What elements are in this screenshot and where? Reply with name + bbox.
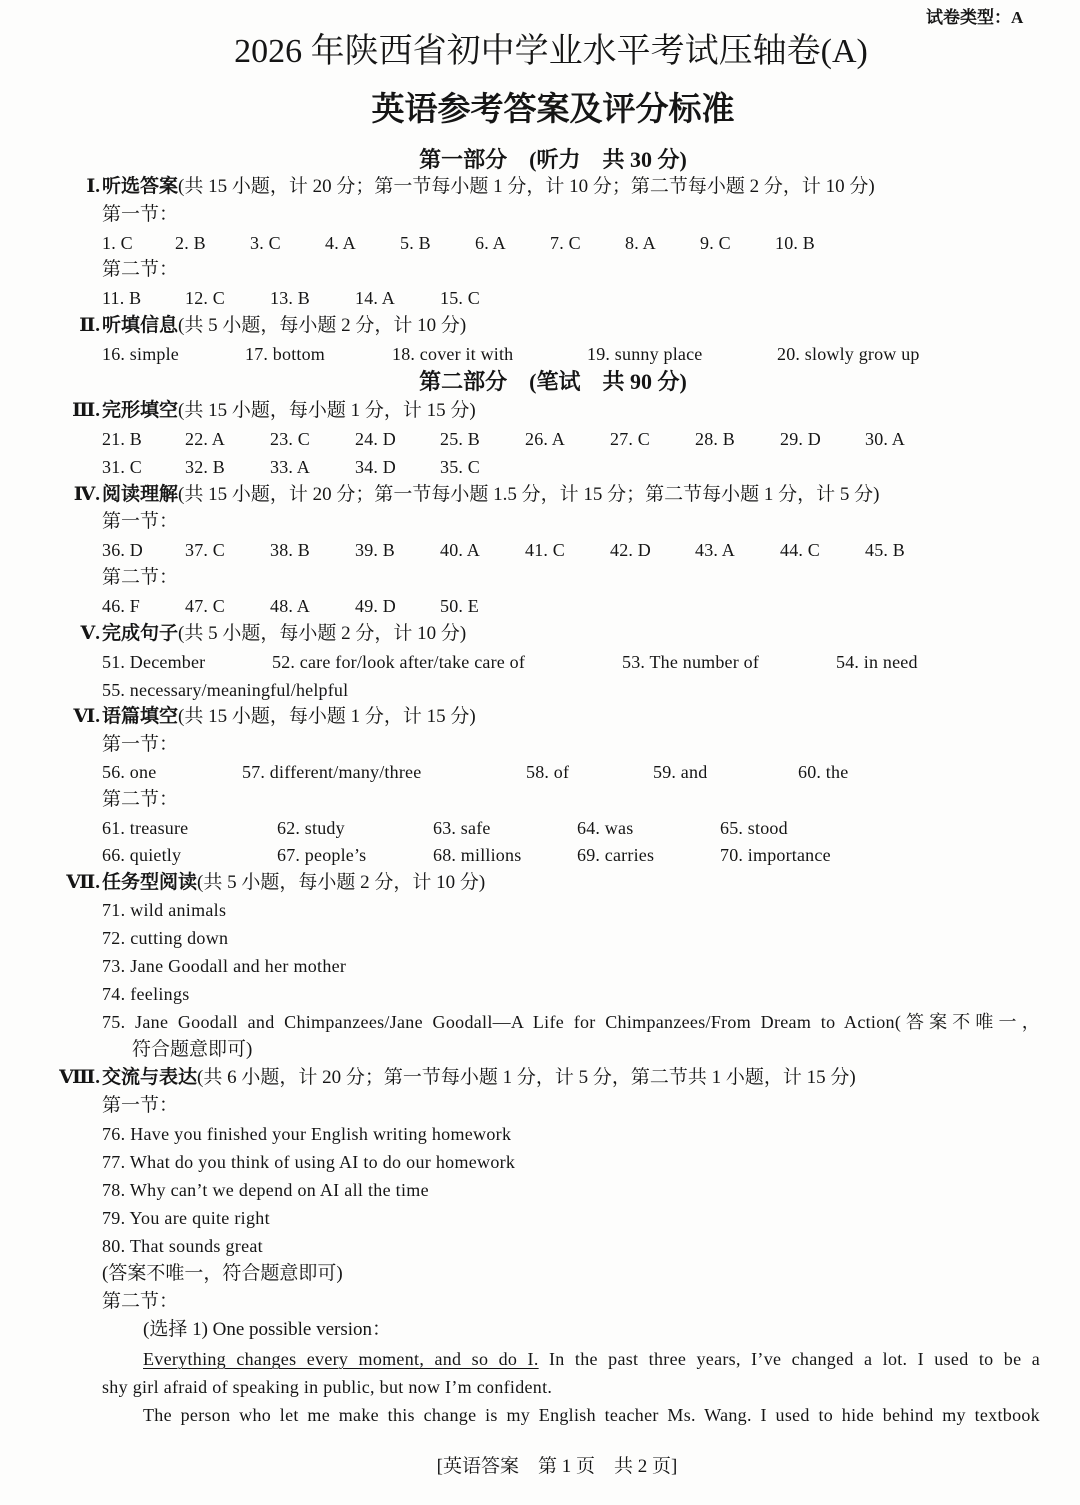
answer-item: 57. different/many/three [242,762,422,782]
section-heading-text [102,314,466,338]
answer-item: 30. A [865,429,906,449]
section-heading-text [102,483,879,507]
answer-item: 63. safe [433,818,491,838]
answer-item: 15. C [440,288,481,308]
answer-row [0,231,1080,255]
section-heading-text [102,705,476,729]
subsection-label: 第二节： [102,567,179,588]
section-number: Ⅳ. [73,484,100,505]
part-heading: 第一部分 (听力 共 30 分) [419,147,687,172]
answer-item: 72. cutting down [102,928,229,948]
section-title: 任务型阅读 [102,872,198,893]
answer-item: 44. C [780,540,821,560]
section-detail: (共 5 小题，每小题 2 分，计 10 分) [178,623,467,644]
section-heading [0,483,1080,507]
answer-item: 67. people’s [277,845,367,865]
section-heading-text [102,399,476,423]
essay-line [143,1347,1040,1371]
answer-item: 50. E [440,596,479,616]
answer-item: 18. cover it with [392,344,514,364]
answer-item: 12. C [185,288,226,308]
answer-item: 14. A [355,288,396,308]
answer-item: 80. That sounds great [102,1236,263,1256]
section-detail: (共 5 小题，每小题 2 分，计 10 分) [197,872,486,893]
answer-row [0,760,1080,784]
section-heading [0,871,1080,895]
answer-item: 29. D [780,429,821,449]
answer-item: 9. C [700,233,731,253]
answer-item: 55. necessary/meaningful/helpful [102,680,349,700]
answer-row [0,678,1080,702]
answer-item: 48. A [270,596,311,616]
answer-row [0,843,1080,867]
answer-item: 46. F [102,596,141,616]
answer-row [0,816,1080,840]
answer-item: 42. D [610,540,651,560]
answer-item: 65. stood [720,818,788,838]
answer-item: 53. The number of [622,652,760,672]
answer-item: 66. quietly [102,845,182,865]
essay-option-label: (选择 1) One possible version： [143,1319,392,1340]
answer-item: 21. B [102,429,143,449]
essay-text: In the past three years, I’ve changed a lot. I used to be a [538,1349,1040,1369]
answer-item: 41. C [525,540,566,560]
section-heading [0,314,1080,338]
answer-item: 2. B [175,233,206,253]
answer-item: 58. of [526,762,570,782]
section-heading [0,399,1080,423]
answer-item: 39. B [355,540,396,560]
answer-item: 75. Jane Goodall and Chimpanzees/Jane Goodall—A Life for Chimpanzees/From Dream to Action(答案不唯一， [102,1012,1040,1032]
answer-item: 64. was [577,818,634,838]
section-heading [0,175,1080,199]
section-heading-text [102,871,485,895]
answer-item: 10. B [775,233,816,253]
answer-row [0,427,1080,451]
section-detail: (共 6 小题，计 20 分；第一节每小题 1 分，计 5 分，第二节共 1 小题，计 15 分) [197,1067,856,1088]
answer-item: 76. Have you finished your English writing homework [102,1124,512,1144]
section-title: 完形填空 [102,400,179,421]
answer-item: 61. treasure [102,818,189,838]
subsection-label: 第一节： [102,511,179,532]
answer-row [0,538,1080,562]
answer-note: (答案不唯一，符合题意即可) [102,1263,343,1284]
answer-item: 40. A [440,540,481,560]
answer-item: 77. What do you think of using AI to do our homework [102,1152,516,1172]
answer-item: 71. wild animals [102,900,227,920]
answer-item: 20. slowly grow up [777,344,920,364]
answer-item: 7. C [550,233,581,253]
answer-item: 43. A [695,540,736,560]
section-heading [0,622,1080,646]
answer-item: 22. A [185,429,226,449]
section-number: Ⅵ. [73,706,100,727]
page-footer: [英语答案 第 1 页 共 2 页] [436,1456,678,1477]
answer-item: 25. B [440,429,481,449]
document-subtitle: 英语参考答案及评分标准 [371,92,735,128]
section-detail: (共 15 小题，每小题 1 分，计 15 分) [178,400,476,421]
answer-item: 33. A [270,457,311,477]
section-title: 交流与表达 [102,1067,198,1088]
answer-item: 28. B [695,429,736,449]
paper-type: 试卷类型：A [926,8,1024,27]
document-title: 2026 年陕西省初中学业水平考试压轴卷(A) [234,33,868,70]
answer-item: 6. A [475,233,506,253]
section-detail: (共 15 小题，计 20 分；第一节每小题 1.5 分，计 15 分；第二节每小题 1 分，计 5 分) [178,484,880,505]
essay-line: The person who let me make this change is my English teacher Ms. Wang. I used to hide behind my textbook [143,1405,1040,1425]
answer-item: 45. B [865,540,906,560]
answer-item: 17. bottom [245,344,326,364]
subsection-label: 第二节： [102,259,179,280]
section-heading-text [102,1066,856,1090]
subsection-label: 第一节： [102,734,179,755]
answer-item: 59. and [653,762,708,782]
answer-item: 5. B [400,233,431,253]
answer-item: 32. B [185,457,226,477]
section-title: 听填信息 [102,315,179,336]
answer-row [0,286,1080,310]
section-number: Ⅴ. [80,623,100,644]
answer-item: 62. study [277,818,345,838]
answer-item: 24. D [355,429,396,449]
answer-item: 54. in need [836,652,918,672]
section-title: 语篇填空 [102,706,179,727]
section-heading-text [102,622,466,646]
subsection-label: 第二节： [102,789,179,810]
answer-item: 34. D [355,457,396,477]
answer-row [0,455,1080,479]
answer-item: 36. D [102,540,143,560]
answer-item: 52. care for/look after/take care of [272,652,526,672]
section-detail: (共 5 小题，每小题 2 分，计 10 分) [178,315,467,336]
answer-item: 70. importance [720,845,831,865]
answer-item: 78. Why can’t we depend on AI all the time [102,1180,429,1200]
answer-item: 74. feelings [102,984,190,1004]
section-heading-text [102,175,875,199]
answer-item-continuation: 符合题意即可) [132,1039,253,1060]
answer-item: 49. D [355,596,396,616]
section-title: 听选答案 [102,176,179,197]
answer-item: 8. A [625,233,656,253]
section-number: Ⅷ. [59,1067,100,1088]
subsection-label: 第一节： [102,1095,179,1116]
answer-item: 13. B [270,288,311,308]
answer-item: 11. B [102,288,142,308]
section-number: Ⅶ. [66,872,100,893]
answer-item: 19. sunny place [587,344,703,364]
answer-item: 69. carries [577,845,655,865]
answer-item: 56. one [102,762,157,782]
section-detail: (共 15 小题，每小题 1 分，计 15 分) [178,706,476,727]
essay-line: shy girl afraid of speaking in public, but now I’m confident. [102,1377,553,1397]
answer-item: 3. C [250,233,281,253]
answer-item: 4. A [325,233,356,253]
section-number: Ⅰ. [86,176,100,197]
answer-item: 37. C [185,540,226,560]
answer-item: 27. C [610,429,651,449]
answer-item: 73. Jane Goodall and her mother [102,956,347,976]
answer-row [0,594,1080,618]
answer-item: 16. simple [102,344,179,364]
answer-row [0,342,1080,366]
section-number: Ⅱ. [79,315,100,336]
answer-item: 23. C [270,429,311,449]
answer-item: 1. C [102,233,133,253]
section-number: Ⅲ. [72,400,100,421]
answer-item: 38. B [270,540,311,560]
answer-item: 68. millions [433,845,522,865]
answer-item: 51. December [102,652,206,672]
answer-item: 35. C [440,457,481,477]
section-heading [0,1066,1080,1090]
answer-item: 79. You are quite right [102,1208,270,1228]
section-heading [0,705,1080,729]
answer-item: 31. C [102,457,143,477]
part-heading: 第二部分 (笔试 共 90 分) [419,369,687,394]
answer-item: 60. the [798,762,849,782]
section-detail: (共 15 小题，计 20 分；第一节每小题 1 分，计 10 分；第二节每小题 2 分，计 10 分) [178,176,875,197]
section-title: 阅读理解 [102,484,179,505]
answer-item: 26. A [525,429,566,449]
section-title: 完成句子 [102,623,179,644]
answer-row [0,650,1080,674]
subsection-label: 第一节： [102,204,179,225]
essay-topic-sentence: Everything changes every moment, and so do I. [143,1349,539,1369]
subsection-label: 第二节： [102,1291,179,1312]
answer-item: 47. C [185,596,226,616]
